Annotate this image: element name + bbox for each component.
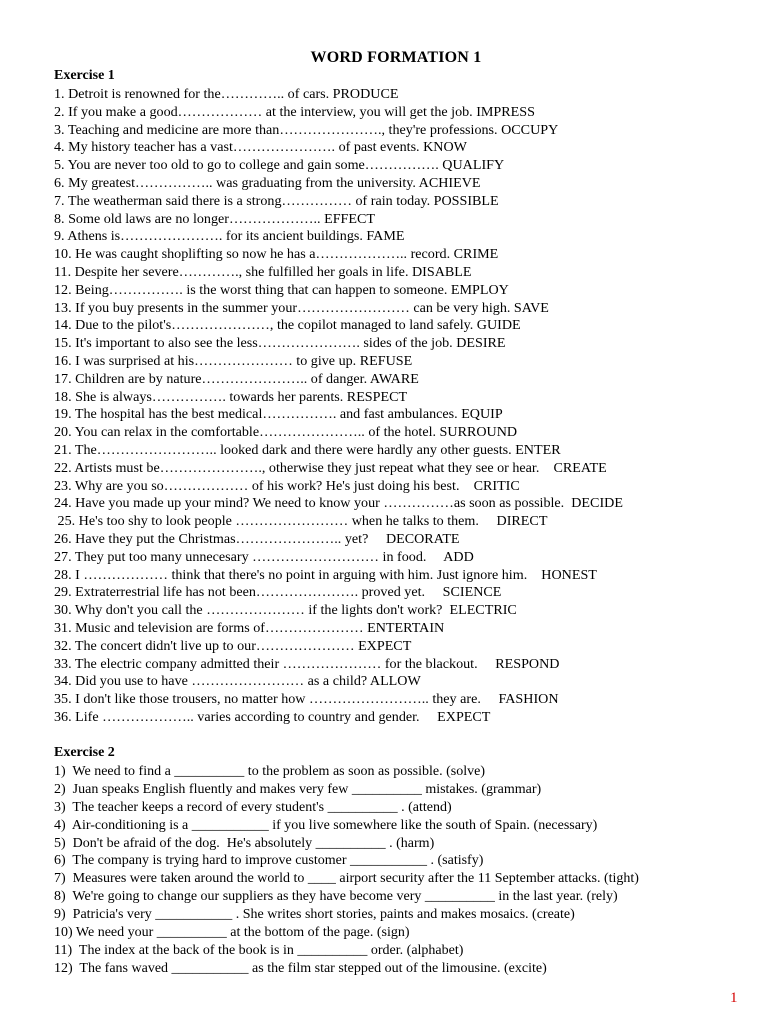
exercise-1-list	[54, 86, 754, 727]
exercise-item: 16. I was surprised at his………………… to give up. REFUSE	[54, 352, 413, 369]
exercise-item: 12. Being……………. is the worst thing that can happen to someone. EMPLOY	[54, 281, 509, 298]
exercise-item: 33. The electric company admitted their ………………… for the blackout. RESPOND	[54, 655, 560, 672]
exercise-item: 6. My greatest…………….. was graduating from the university. ACHIEVE	[54, 174, 481, 191]
exercise-item: 7) Measures were taken around the world to ____ airport security after the 11 September attacks. (tight)	[54, 871, 639, 887]
exercise-item: 10) We need your __________ at the bottom of the page. (sign)	[54, 925, 410, 941]
exercise-item: 9. Athens is…………………. for its ancient buildings. FAME	[54, 228, 405, 245]
exercise-item: 36. Life ……………….. varies according to country and gender. EXPECT	[54, 708, 491, 725]
exercise-item: 8. Some old laws are no longer……………….. EFFECT	[54, 210, 375, 227]
page-title: WORD FORMATION 1	[310, 49, 482, 66]
exercise-item: 1. Detroit is renowned for the………….. of cars. PRODUCE	[54, 86, 399, 102]
exercise-item: 29. Extraterrestrial life has not been…………………. proved yet. SCIENCE	[54, 584, 502, 601]
exercise-item: 4. My history teacher has a vast…………………. of past events. KNOW	[54, 139, 467, 156]
exercise-item: 30. Why don't you call the ………………… if the lights don't work? ELECTRIC	[54, 602, 517, 619]
exercise-item: 22. Artists must be…………………., otherwise they just repeat what they see or hear. CREATE	[54, 459, 607, 476]
exercise-item: 4) Air-conditioning is a ___________ if you live somewhere like the south of Spain. (necessary)	[54, 817, 598, 833]
exercise-item: 23. Why are you so……………… of his work? He's just doing his best. CRITIC	[54, 477, 520, 494]
exercise-item: 26. Have they put the Christmas………………….. yet? DECORATE	[54, 530, 460, 547]
exercise-item: 3. Teaching and medicine are more than…………………., they're professions. OCCUPY	[54, 121, 559, 138]
exercise-item: 35. I don't like those trousers, no matter how …………………….. they are. FASHION	[54, 691, 559, 708]
exercise-item: 2) Juan speaks English fluently and makes very few __________ mistakes. (grammar)	[54, 781, 542, 797]
exercise-item: 5. You are never too old to go to college and gain some……………. QUALIFY	[54, 157, 505, 174]
exercise-2-list	[54, 763, 754, 978]
exercise-item: 17. Children are by nature………………….. of danger. AWARE	[54, 370, 419, 387]
exercise-item: 21. The…………………….. looked dark and there were hardly any other guests. ENTER	[54, 441, 561, 458]
exercise-1-heading: Exercise 1	[54, 68, 115, 83]
exercise-item: 18. She is always……………. towards her parents. RESPECT	[54, 388, 408, 405]
exercise-item: 5) Don't be afraid of the dog. He's absolutely __________ . (harm)	[54, 835, 435, 851]
exercise-item: 32. The concert didn't live up to our………………… EXPECT	[54, 637, 412, 654]
exercise-item: 10. He was caught shoplifting so now he has a……………….. record. CRIME	[54, 246, 499, 263]
exercise-item: 28. I ……………… think that there's no point in arguing with him. Just ignore him. HONEST	[54, 566, 597, 583]
exercise-item: 9) Patricia's very ___________ . She writes short stories, paints and makes mosaics. (create)	[54, 907, 575, 923]
exercise-item: 12) The fans waved ___________ as the film star stepped out of the limousine. (excite)	[54, 960, 547, 976]
exercise-item: 11) The index at the back of the book is in __________ order. (alphabet)	[54, 942, 464, 958]
exercise-item: 11. Despite her severe…………., she fulfilled her goals in life. DISABLE	[54, 263, 472, 280]
exercise-item: 27. They put too many unnecesary ……………………… in food. ADD	[54, 548, 474, 565]
exercise-item: 24. Have you made up your mind? We need to know your ……………as soon as possible. DECIDE	[54, 495, 623, 512]
exercise-item: 6) The company is trying hard to improve customer ___________ . (satisfy)	[54, 853, 484, 869]
exercise-item: 25. He's too shy to look people …………………… when he talks to them. DIRECT	[54, 513, 548, 530]
exercise-item: 20. You can relax in the comfortable………………….. of the hotel. SURROUND	[54, 424, 518, 441]
exercise-item: 8) We're going to change our suppliers as they have become very __________ in the last year. (rely)	[54, 889, 618, 905]
exercise-2-heading: Exercise 2	[54, 745, 115, 760]
exercise-item: 7. The weatherman said there is a strong…………… of rain today. POSSIBLE	[54, 192, 499, 209]
exercise-item: 2. If you make a good……………… at the interview, you will get the job. IMPRESS	[54, 103, 535, 120]
exercise-item: 13. If you buy presents in the summer your…………………… can be very high. SAVE	[54, 299, 549, 316]
exercise-item: 31. Music and television are forms of………………… ENTERTAIN	[54, 619, 445, 636]
exercise-item: 19. The hospital has the best medical……………. and fast ambulances. EQUIP	[54, 406, 503, 423]
exercise-item: 34. Did you use to have …………………… as a child? ALLOW	[54, 673, 421, 690]
exercise-item: 3) The teacher keeps a record of every student's __________ . (attend)	[54, 799, 452, 815]
exercise-item: 14. Due to the pilot's…………………, the copilot managed to land safely. GUIDE	[54, 317, 521, 334]
page-number: 1	[730, 990, 738, 1006]
exercise-item: 1) We need to find a __________ to the problem as soon as possible. (solve)	[54, 764, 485, 779]
exercise-item: 15. It's important to also see the less…………………. sides of the job. DESIRE	[54, 335, 506, 352]
